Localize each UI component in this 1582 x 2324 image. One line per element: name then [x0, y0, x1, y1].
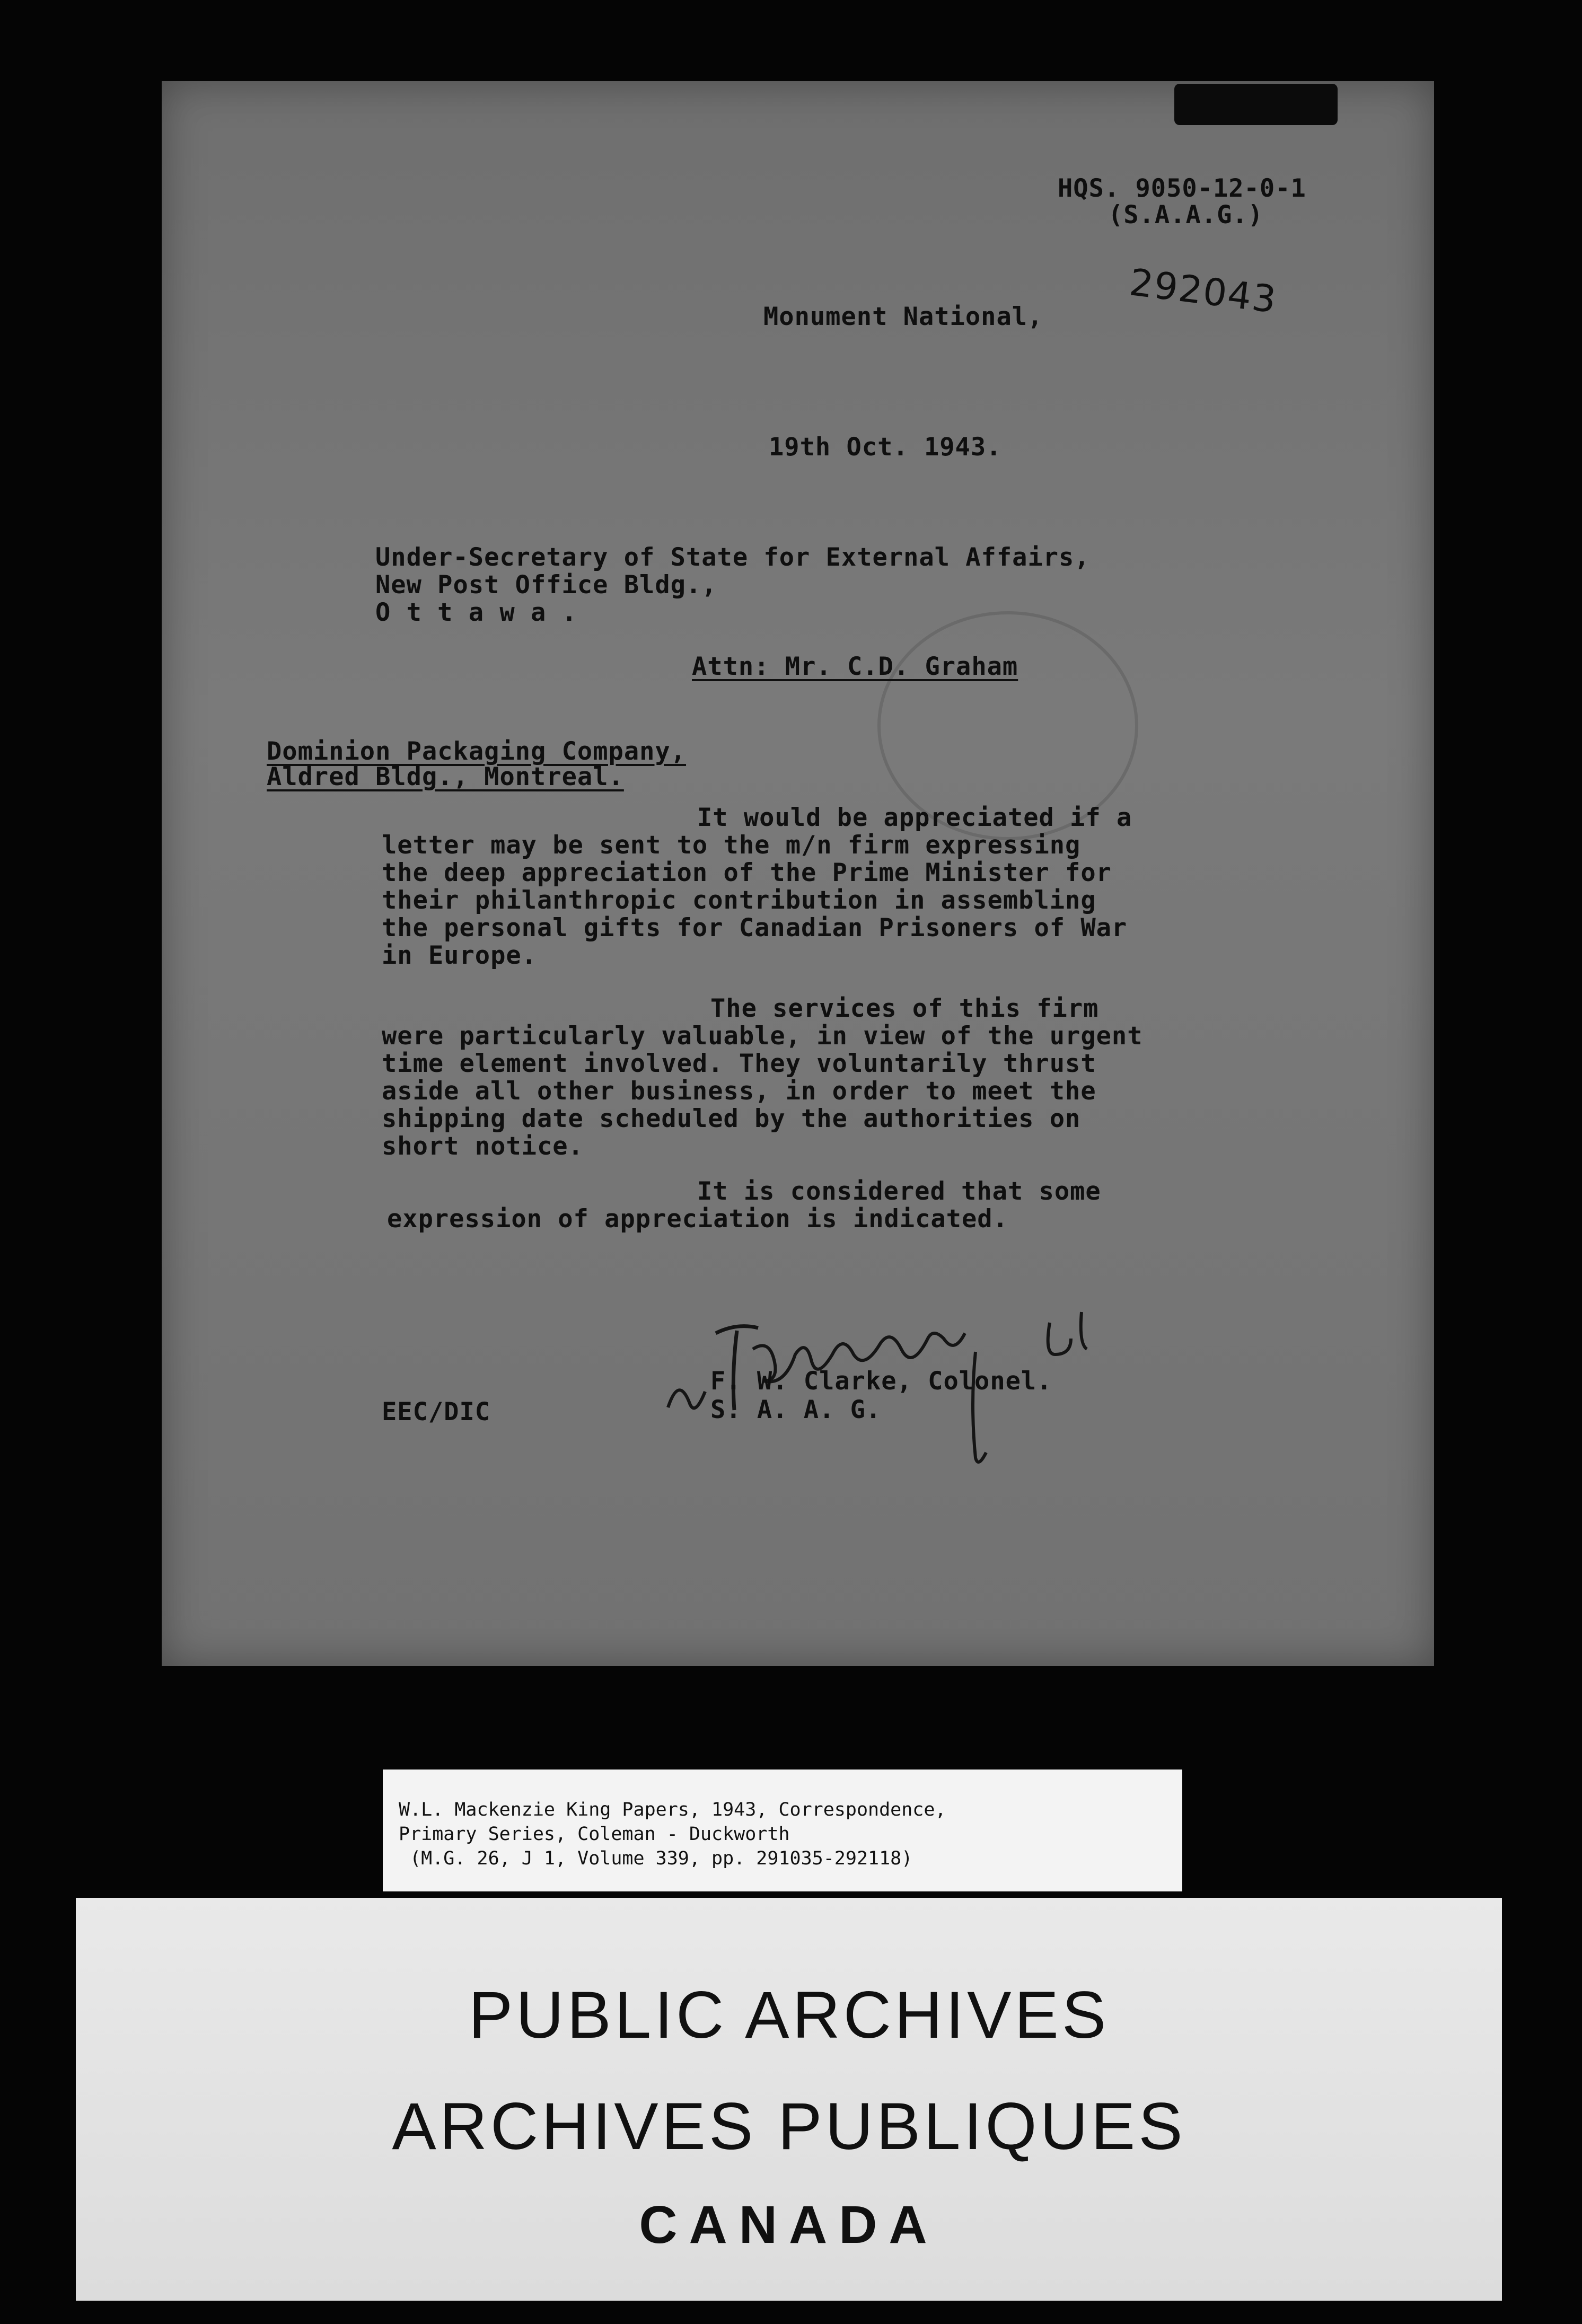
- subject-line-1: Dominion Packaging Company,: [267, 737, 687, 766]
- file-number: 292043: [1127, 260, 1280, 322]
- paragraph-2-line-2: were particularly valuable, in view of the urgent: [382, 1022, 1143, 1051]
- paragraph-2-line-1: The services of this firm: [710, 994, 1099, 1023]
- signatory-title: S. A. A. G.: [710, 1395, 882, 1424]
- paragraph-2-line-5: shipping date scheduled by the authorities on: [382, 1104, 1081, 1133]
- paragraph-2-line-3: time element involved. They voluntarily thrust: [382, 1049, 1096, 1078]
- paragraph-1-line-1: It would be appreciated if a: [697, 803, 1132, 832]
- attention-line: Attn: Mr. C.D. Graham: [692, 652, 1018, 681]
- letter-date: 19th Oct. 1943.: [769, 433, 1002, 462]
- paragraph-1-line-4: their philanthropic contribution in assembling: [382, 886, 1096, 915]
- paragraph-1-line-2: letter may be sent to the m/n firm expressing: [382, 831, 1081, 860]
- paragraph-3-line-1: It is considered that some: [697, 1177, 1101, 1206]
- sender-place: Monument National,: [763, 302, 1043, 331]
- paragraph-1-line-5: the personal gifts for Canadian Prisoners of War: [382, 913, 1128, 943]
- caption-card: [383, 1770, 1182, 1891]
- addressee-line-3: O t t a w a .: [375, 598, 577, 627]
- addressee-line-1: Under-Secretary of State for External Affairs,: [375, 543, 1090, 572]
- paragraph-1-line-3: the deep appreciation of the Prime Minister for: [382, 858, 1112, 887]
- typist-initials: EEC/DIC: [382, 1397, 491, 1427]
- paragraph-2-line-4: aside all other business, in order to meet the: [382, 1077, 1096, 1106]
- paragraph-1-line-6: in Europe.: [382, 941, 537, 970]
- caption-line-1: W.L. Mackenzie King Papers, 1943, Correspondence,: [399, 1799, 946, 1820]
- redaction-block: [1174, 84, 1338, 125]
- paragraph-3-line-2: expression of appreciation is indicated.: [387, 1204, 1008, 1234]
- addressee-line-2: New Post Office Bldg.,: [375, 570, 717, 600]
- subject-line-2: Aldred Bldg., Montreal.: [267, 762, 624, 791]
- banner-archives-publiques: ARCHIVES PUBLIQUES: [392, 2090, 1186, 2163]
- caption-line-2: Primary Series, Coleman - Duckworth: [399, 1824, 790, 1845]
- caption-line-3: (M.G. 26, J 1, Volume 339, pp. 291035-292118): [399, 1848, 913, 1869]
- banner-public-archives: PUBLIC ARCHIVES: [468, 1978, 1110, 2052]
- signatory-name: F. W. Clarke, Colonel.: [710, 1367, 1052, 1396]
- paragraph-2-line-6: short notice.: [382, 1132, 584, 1161]
- reference-line-2: (S.A.A.G.): [1108, 200, 1263, 230]
- archives-banner: [76, 1898, 1502, 2301]
- reference-line-1: HQS. 9050-12-0-1: [1058, 174, 1306, 203]
- banner-canada: CANADA: [639, 2195, 939, 2255]
